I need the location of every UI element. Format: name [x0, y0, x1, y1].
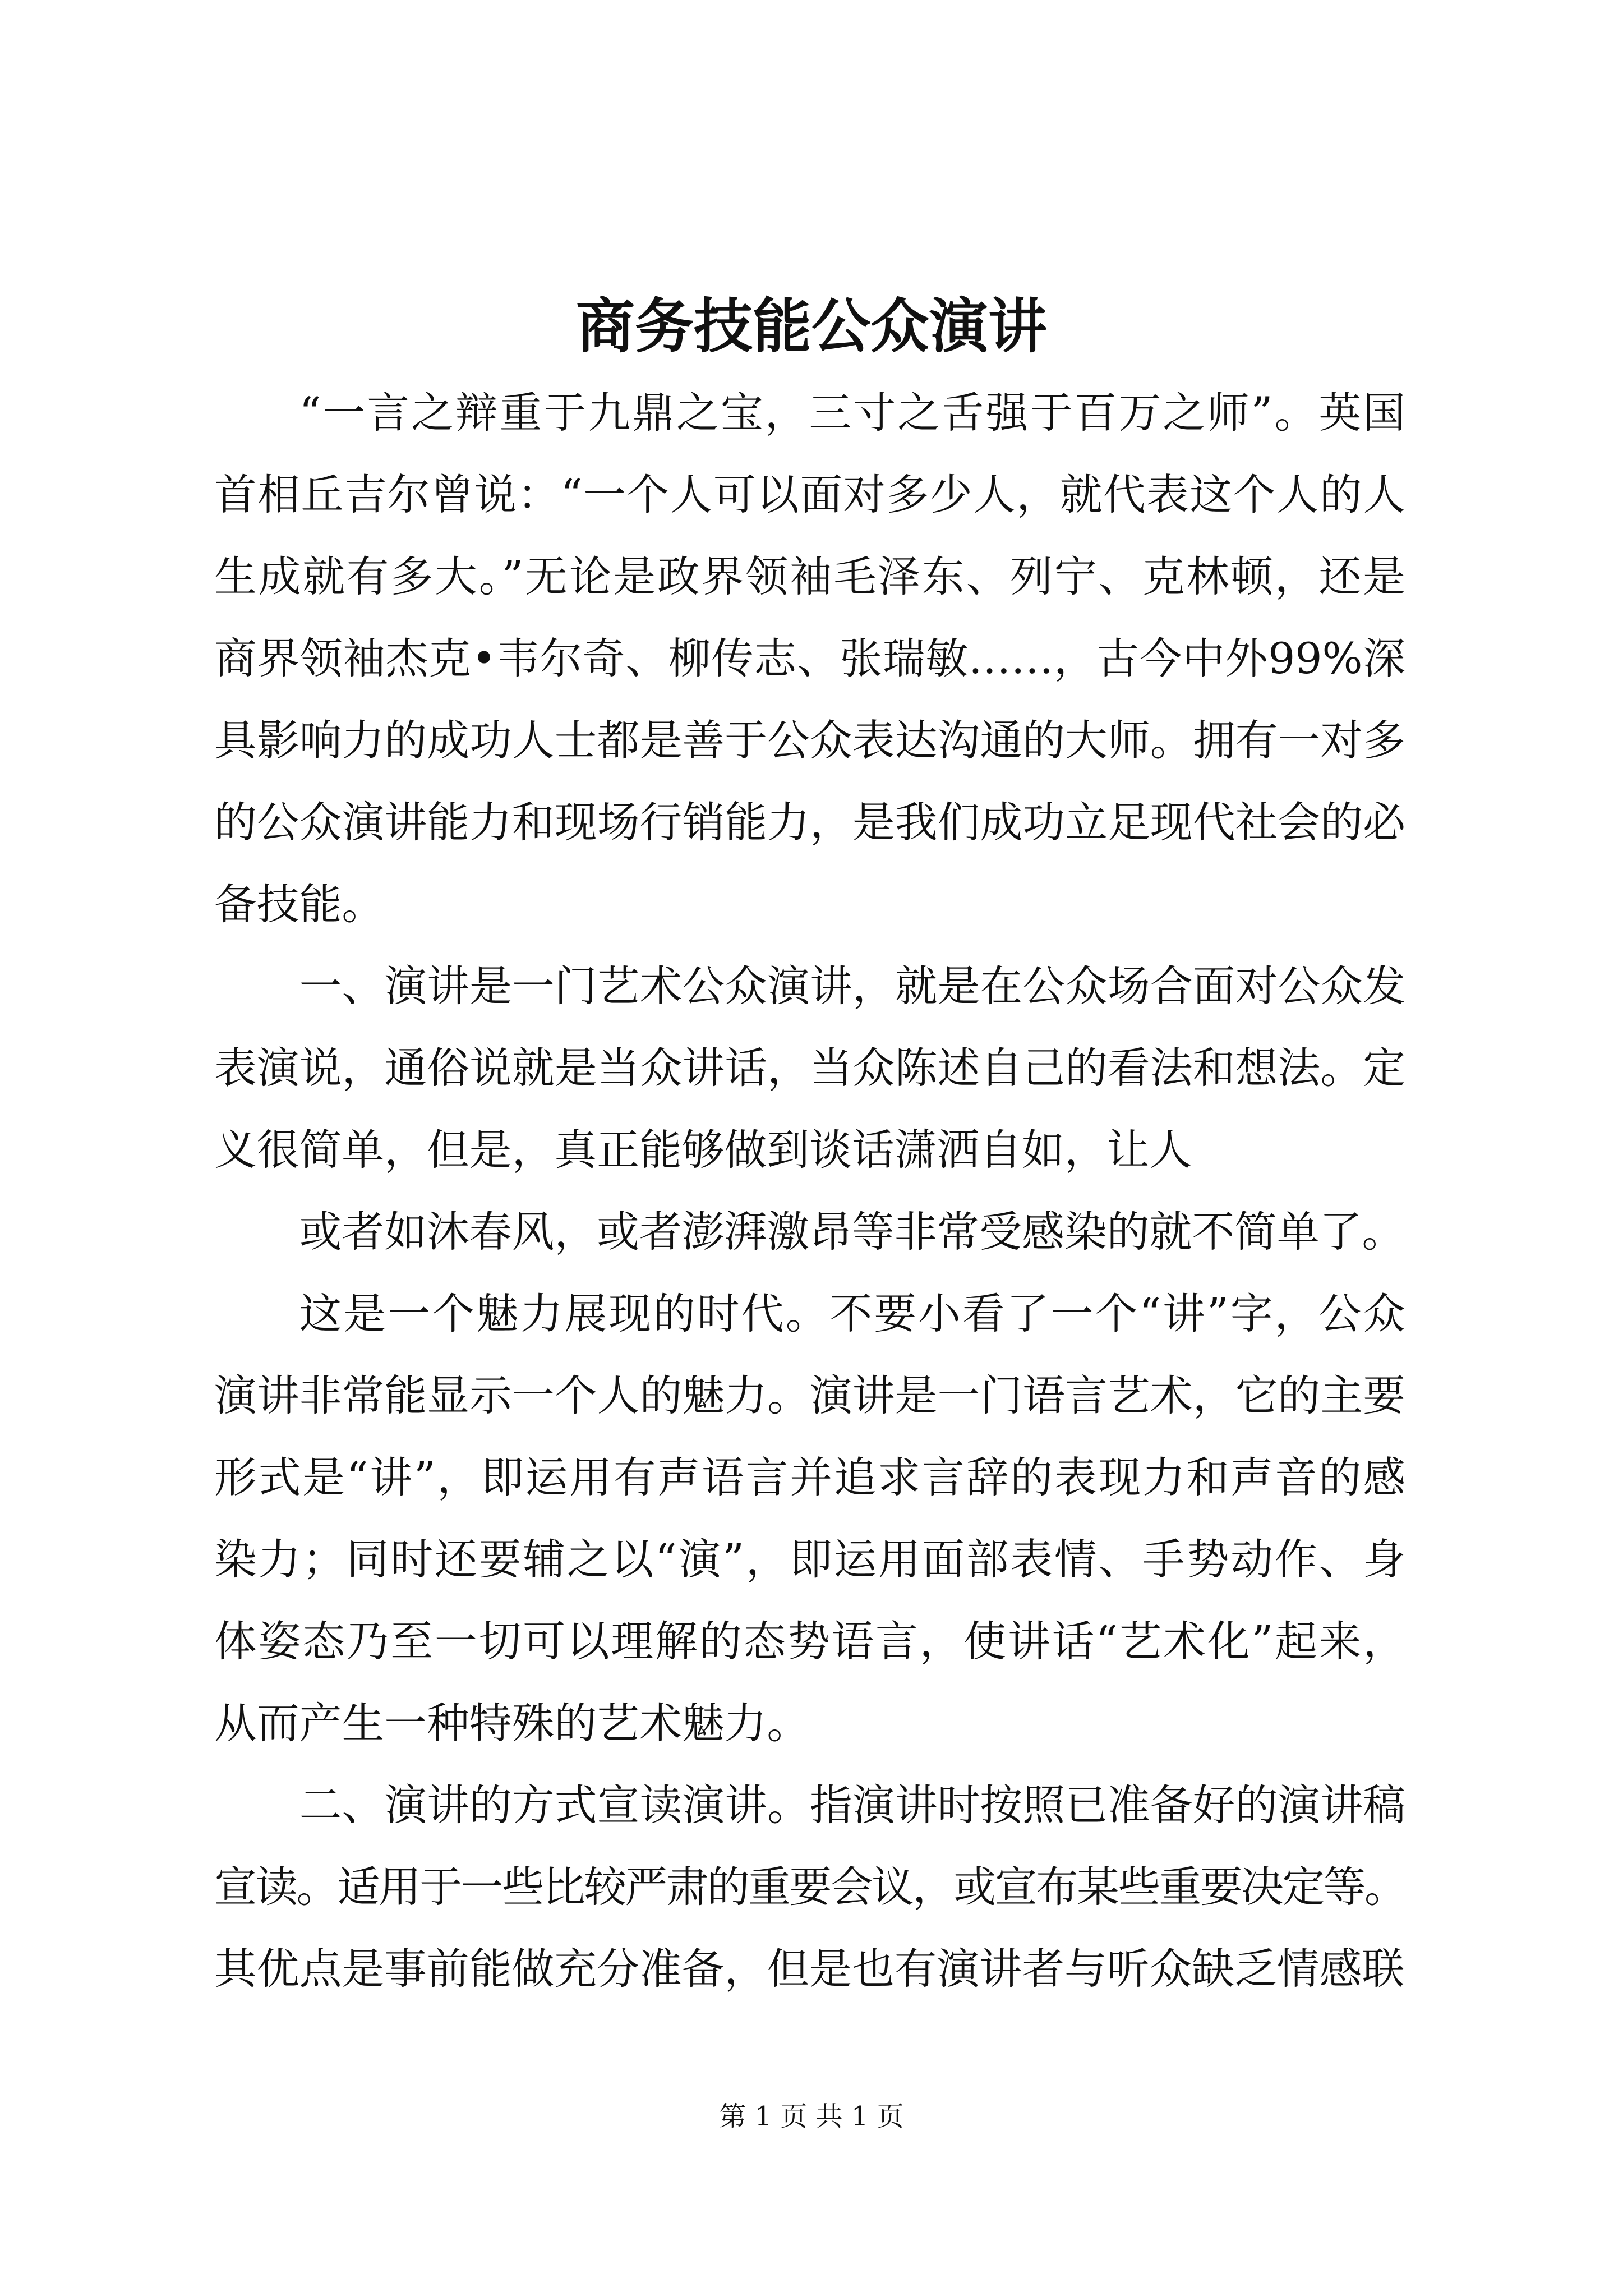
paragraph-line: 形式是“讲”，即运用有声语言并追求言辞的表现力和声音的感: [214, 1453, 1405, 1502]
paragraph-line: 备技能。: [214, 880, 385, 929]
paragraph-line: 或者如沐春风，或者澎湃激昂等非常受感染的就不简单了。: [299, 1207, 1405, 1257]
paragraph-line: 二、演讲的方式宣读演讲。指演讲时按照已准备好的演讲稿: [299, 1780, 1405, 1830]
paragraph-line: 一、演讲是一门艺术公众演讲，就是在公众场合面对公众发: [299, 961, 1405, 1011]
paragraph: [214, 1273, 1405, 1764]
paragraph: [214, 372, 1405, 945]
paragraph-line: 这是一个魅力展现的时代。不要小看了一个“讲”字，公众: [299, 1289, 1405, 1338]
paragraph-line: 商界领袖杰克•韦尔奇、柳传志、张瑞敏……，古今中外99%深: [214, 634, 1405, 683]
paragraph-line: 从而产生一种特殊的艺术魅力。: [214, 1699, 810, 1748]
paragraph-line: 的公众演讲能力和现场行销能力，是我们成功立足现代社会的必: [214, 798, 1405, 847]
page-title: 商务技能公众演讲: [575, 291, 1047, 361]
paragraph: [214, 1191, 1405, 1273]
paragraph: [214, 1764, 1405, 2010]
page-footer: 第 1 页 共 1 页: [719, 2101, 904, 2132]
paragraph-line: 其优点是事前能做充分准备，但是也有演讲者与听众缺乏情感联: [214, 1944, 1405, 1994]
paragraph-line: 表演说，通俗说就是当众讲话，当众陈述自己的看法和想法。定: [214, 1043, 1405, 1093]
paragraph-line: 体姿态乃至一切可以理解的态势语言，使讲话“艺术化”起来，: [214, 1617, 1405, 1666]
paragraph-line: 义很简单，但是，真正能够做到谈话潇洒自如，让人: [214, 1125, 1192, 1175]
paragraph: [214, 945, 1405, 1191]
paragraph-line: 宣读。适用于一些比较严肃的重要会议，或宣布某些重要决定等。: [214, 1862, 1406, 1912]
paragraph-line: 染力；同时还要辅之以“演”，即运用面部表情、手势动作、身: [214, 1535, 1405, 1584]
paragraph-line: 演讲非常能显示一个人的魅力。演讲是一门语言艺术，它的主要: [214, 1371, 1405, 1420]
document-body: [214, 372, 1405, 2010]
paragraph-line: 具影响力的成功人士都是善于公众表达沟通的大师。拥有一对多: [214, 716, 1405, 765]
paragraph-line: “一言之辩重于九鼎之宝，三寸之舌强于百万之师”。英国: [299, 388, 1405, 438]
paragraph-line: 生成就有多大。”无论是政界领袖毛泽东、列宁、克林顿，还是: [214, 552, 1405, 601]
paragraph-line: 首相丘吉尔曾说：“一个人可以面对多少人，就代表这个人的人: [214, 470, 1405, 519]
